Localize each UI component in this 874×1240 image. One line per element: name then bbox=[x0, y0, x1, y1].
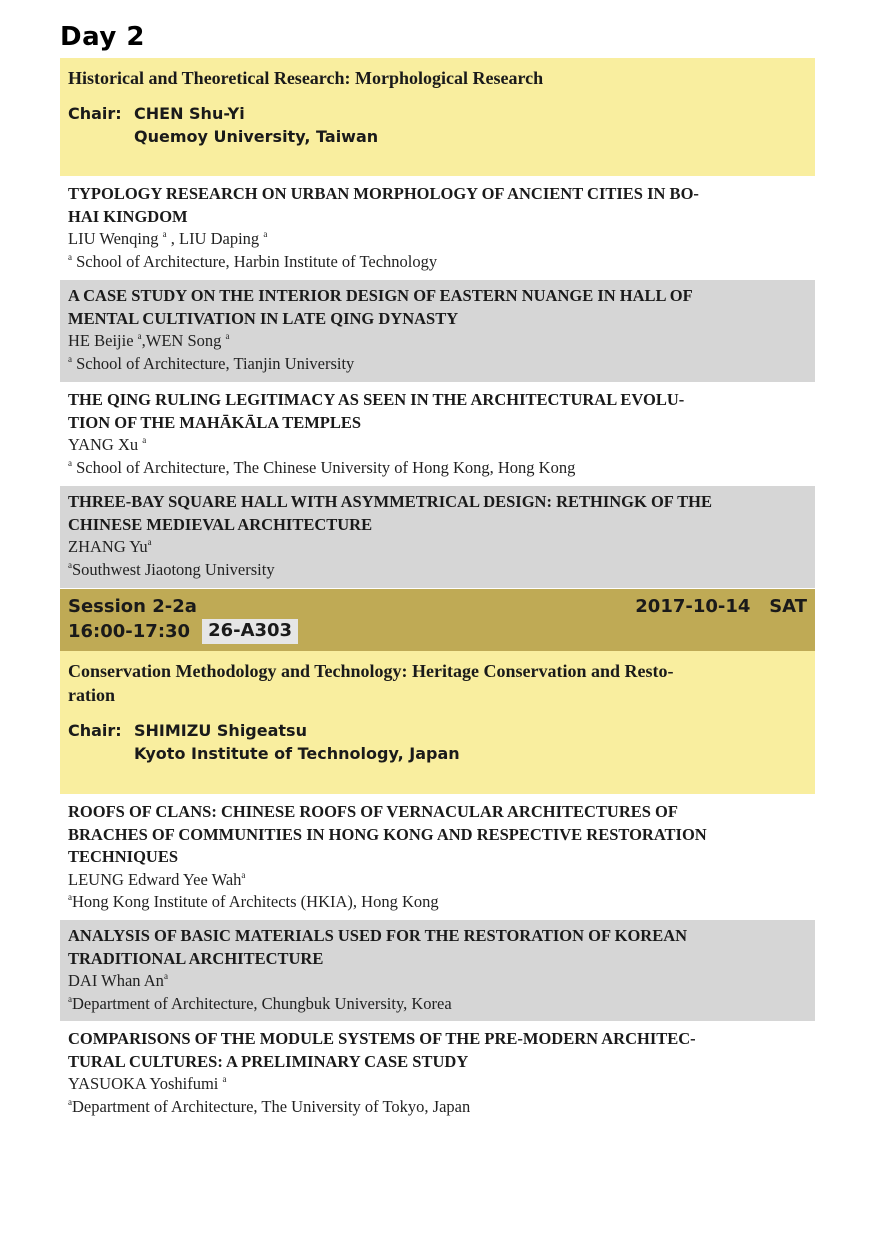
affiliation-superscript: a bbox=[68, 353, 72, 364]
paper-authors bbox=[68, 1073, 807, 1096]
paper-affiliation bbox=[68, 353, 807, 376]
paper-title-line: TYPOLOGY RESEARCH ON URBAN MORPHOLOGY OF ANCIENT CITIES IN BO- bbox=[68, 184, 699, 203]
paper-title-line: A CASE STUDY ON THE INTERIOR DESIGN OF EASTERN NUANGE IN HALL OF bbox=[68, 286, 693, 305]
paper-title bbox=[68, 384, 807, 434]
affiliation-text: Department of Architecture, Chungbuk University, Korea bbox=[72, 993, 452, 1013]
author-name: LEUNG Edward Yee Wah bbox=[68, 869, 242, 889]
paper-title-line: THE QING RULING LEGITIMACY AS SEEN IN THE ARCHITECTURAL EVOLU- bbox=[68, 390, 685, 409]
paper-title bbox=[68, 280, 807, 330]
paper-title-line: HAI KINGDOM bbox=[68, 206, 188, 226]
session-name: Session 2-2a bbox=[68, 596, 197, 617]
topic-header-conservation bbox=[60, 651, 815, 794]
author-name: WEN Song bbox=[145, 331, 226, 350]
author-separator: , bbox=[141, 331, 146, 350]
paper-authors bbox=[68, 970, 807, 993]
paper-title bbox=[68, 920, 807, 970]
author-superscript: a bbox=[162, 229, 167, 239]
author-superscript: a bbox=[163, 971, 168, 981]
affiliation-superscript: a bbox=[68, 892, 72, 902]
affiliation-text: School of Architecture, The Chinese University of Hong Kong, Hong Kong bbox=[72, 457, 576, 477]
affiliation-text: Department of Architecture, The University of Tokyo, Japan bbox=[72, 1096, 471, 1116]
chair-info bbox=[68, 719, 807, 765]
topic-title bbox=[68, 659, 807, 707]
paper-title-line: ROOFS OF CLANS: CHINESE ROOFS OF VERNACULAR ARCHITECTURES OF bbox=[68, 802, 678, 821]
paper-title-line: TECHNIQUES bbox=[68, 847, 179, 866]
session-bar bbox=[60, 589, 815, 651]
chair-info bbox=[68, 102, 807, 148]
author-superscript: a bbox=[225, 331, 230, 341]
paper-affiliation bbox=[68, 1096, 807, 1119]
paper-authors bbox=[68, 869, 807, 892]
affiliation-text: School of Architecture, Tianjin University bbox=[72, 353, 355, 373]
author-name: ZHANG Yu bbox=[68, 537, 148, 556]
chair-label: Chair: bbox=[68, 721, 122, 740]
author-superscript: a bbox=[263, 229, 268, 239]
topic-title-line: ration bbox=[68, 685, 115, 705]
paper-affiliation bbox=[68, 559, 807, 582]
day-heading: Day 2 bbox=[60, 22, 145, 52]
affiliation-superscript: a bbox=[68, 457, 72, 468]
paper-affiliation bbox=[68, 457, 807, 480]
paper-affiliation bbox=[68, 891, 807, 914]
topic-title: Historical and Theoretical Research: Morphological Research bbox=[68, 68, 544, 88]
paper-title bbox=[68, 1023, 807, 1073]
author-superscript: a bbox=[241, 869, 246, 880]
affiliation-text: Hong Kong Institute of Architects (HKIA), Hong Kong bbox=[72, 892, 439, 911]
paper-entry bbox=[60, 1023, 815, 1123]
paper-affiliation bbox=[68, 993, 807, 1016]
author-name: HE Beijie bbox=[68, 331, 138, 350]
session-room: 26-A303 bbox=[202, 619, 298, 644]
affiliation-superscript: a bbox=[68, 993, 72, 1004]
author-separator: , bbox=[166, 229, 179, 248]
author-superscript: a bbox=[147, 537, 152, 547]
author-name: LIU Daping bbox=[178, 229, 264, 248]
topic-header-morphological bbox=[60, 58, 815, 176]
chair-affiliation: Kyoto Institute of Technology, Japan bbox=[134, 744, 460, 763]
paper-affiliation bbox=[68, 251, 807, 274]
author-superscript: a bbox=[142, 435, 147, 445]
chair-name: CHEN Shu-Yi bbox=[134, 104, 245, 123]
author-name: DAI Whan An bbox=[68, 971, 164, 990]
paper-authors bbox=[68, 536, 807, 559]
paper-entry bbox=[60, 486, 815, 588]
paper-title-line: TRADITIONAL ARCHITECTURE bbox=[68, 948, 324, 968]
paper-authors bbox=[68, 434, 807, 457]
topic-title-line: Conservation Methodology and Technology: Heritage Conservation and Resto- bbox=[68, 661, 674, 681]
paper-title-line: TURAL CULTURES: A PRELIMINARY CASE STUDY bbox=[68, 1051, 469, 1071]
paper-title bbox=[68, 178, 807, 228]
session-date: 2017-10-14 SAT bbox=[635, 596, 807, 617]
paper-entry bbox=[60, 178, 815, 278]
chair-name: SHIMIZU Shigeatsu bbox=[134, 721, 307, 740]
paper-entry bbox=[60, 384, 815, 484]
author-name: YASUOKA Yoshifumi bbox=[68, 1074, 223, 1093]
affiliation-text: School of Architecture, Harbin Institute of Technology bbox=[72, 251, 438, 271]
affiliation-text: Southwest Jiaotong University bbox=[72, 559, 275, 579]
paper-title bbox=[68, 796, 807, 869]
paper-title-line: CHINESE MEDIEVAL ARCHITECTURE bbox=[68, 514, 373, 534]
paper-entry bbox=[60, 280, 815, 382]
chair-label: Chair: bbox=[68, 104, 122, 123]
author-name: LIU Wenqing bbox=[68, 229, 163, 248]
paper-title-line: THREE-BAY SQUARE HALL WITH ASYMMETRICAL DESIGN: RETHINGK OF THE bbox=[68, 492, 712, 511]
paper-authors bbox=[68, 330, 807, 353]
paper-title-line: MENTAL CULTIVATION IN LATE QING DYNASTY bbox=[68, 308, 459, 328]
affiliation-superscript: a bbox=[68, 1096, 72, 1107]
session-time: 16:00-17:30 bbox=[68, 621, 191, 642]
paper-title-line: TION OF THE MAHĀKĀLA TEMPLES bbox=[68, 412, 362, 432]
paper-title-line: COMPARISONS OF THE MODULE SYSTEMS OF THE PRE-MODERN ARCHITEC- bbox=[68, 1029, 696, 1048]
affiliation-superscript: a bbox=[68, 559, 72, 570]
paper-title-line: ANALYSIS OF BASIC MATERIALS USED FOR THE RESTORATION OF KOREAN bbox=[68, 926, 688, 945]
paper-authors bbox=[68, 228, 807, 251]
author-superscript: a bbox=[137, 331, 142, 341]
affiliation-superscript: a bbox=[68, 251, 72, 262]
paper-entry bbox=[60, 920, 815, 1021]
paper-title-line: BRACHES OF COMMUNITIES IN HONG KONG AND RESPECTIVE RESTORATION bbox=[68, 824, 707, 844]
paper-title bbox=[68, 486, 807, 536]
author-name: YANG Xu bbox=[68, 435, 143, 454]
chair-affiliation: Quemoy University, Taiwan bbox=[134, 127, 379, 146]
paper-entry bbox=[60, 796, 815, 918]
author-superscript: a bbox=[222, 1074, 227, 1084]
